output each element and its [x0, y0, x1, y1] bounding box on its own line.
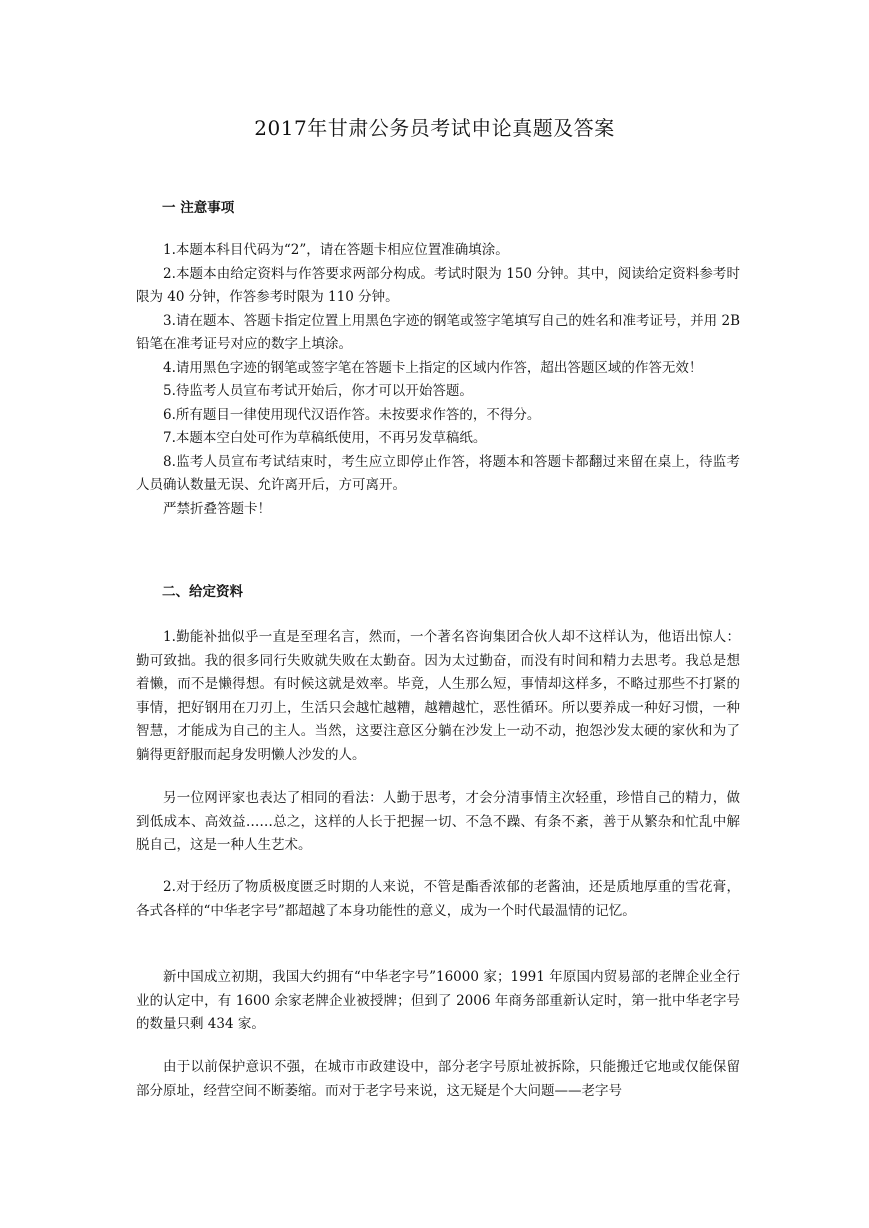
material-paragraph-text: 1.勤能补拙似乎一直是至理名言，然而，一个著名咨询集团合伙人却不这样认为，他语出惊人：勤可致拙。我的很多同行失败就失败在太勤奋。因为太过勤奋，而没有时间和精力去思考。我总是想着懒，而不是懒得想。有时候这就是效率。毕竟，人生那么短，事情却这样多，不略过那些不打紧的事情，把好钢用在刀刃上，生活只会越忙越糟，越糟越忙，恶性循环。所以要养成一种好习惯，一种智慧，才能成为自己的主人。当然，这要注意区分躺在沙发上一动不动，抱怨沙发太硬的家伙和为了躺得更舒服而起身发明懒人沙发的人。 [136, 629, 740, 763]
material-paragraph-text: 2.对于经历了物质极度匮乏时期的人来说，不管是酯香浓郁的老酱油，还是质地厚重的雪花膏，各式各样的“中华老字号”都超越了本身功能性的意义，成为一个时代最温情的记忆。 [136, 879, 740, 919]
material-paragraph [136, 966, 740, 1037]
notice-item: 2.本题本由给定资料与作答要求两部分构成。考试时限为 150 分钟。其中，阅读给定资料参考时限为 40 分钟，作答参考时限为 110 分钟。 [136, 265, 740, 305]
material-paragraph-text: 新中国成立初期，我国大约拥有“中华老字号”16000 家；1991 年原国内贸易部的老牌企业全行业的认定中，有 1600 余家老牌企业被授牌；但到了 2006 年商务部重新认定时，第一批中华老字号的数量只剩 434 家。 [136, 969, 740, 1032]
material-paragraph [136, 626, 740, 767]
material-paragraph-text: 另一位网评家也表达了相同的看法：人勤于思考，才会分清事情主次轻重，珍惜自己的精力，做到低成本、高效益……总之，这样的人长于把握一切、不急不躁、有条不紊，善于从繁杂和忙乱中解脱自己，这是一种人生艺术。 [136, 790, 740, 853]
notice-item: 1.本题本科目代码为“2”，请在答题卡相应位置准确填涂。 [163, 242, 509, 258]
notice-item: 7.本题本空白处可作为草稿纸使用，不再另发草稿纸。 [163, 430, 487, 446]
notice-item: 8.监考人员宣布考试结束时，考生应立即停止作答，将题本和答题卡都翻过来留在桌上，待监考人员确认数量无误、允许离开后，方可离开。 [136, 453, 740, 493]
section-heading-notices: 一 注意事项 [162, 200, 235, 216]
notices-list [136, 239, 740, 521]
material-paragraph [136, 787, 740, 858]
notice-item: 3.请在题本、答题卡指定位置上用黑色字迹的钢笔或签字笔填写自己的姓名和准考证号，并用 2B 铅笔在准考证号对应的数字上填涂。 [136, 312, 740, 352]
material-paragraph-text: 由于以前保护意识不强，在城市市政建设中，部分老字号原址被拆除，只能搬迁它地或仅能保留部分原址，经营空间不断萎缩。而对于老字号来说，这无疑是个大问题——老字号 [136, 1059, 740, 1099]
material-paragraph [136, 876, 740, 923]
notice-item: 5.待监考人员宣布考试开始后，你才可以开始答题。 [163, 383, 473, 399]
notice-item: 6.所有题目一律使用现代汉语作答。未按要求作答的，不得分。 [163, 406, 541, 423]
section-heading-materials: 二、给定资料 [162, 584, 243, 600]
notice-item: 4.请用黑色字迹的钢笔或签字笔在答题卡上指定的区域内作答，超出答题区域的作答无效！ [163, 359, 703, 376]
material-paragraph [136, 1056, 740, 1103]
notice-item-warning: 严禁折叠答题卡！ [163, 500, 271, 517]
page-title: 2017年甘肃公务员考试申论真题及答案 [254, 116, 615, 140]
